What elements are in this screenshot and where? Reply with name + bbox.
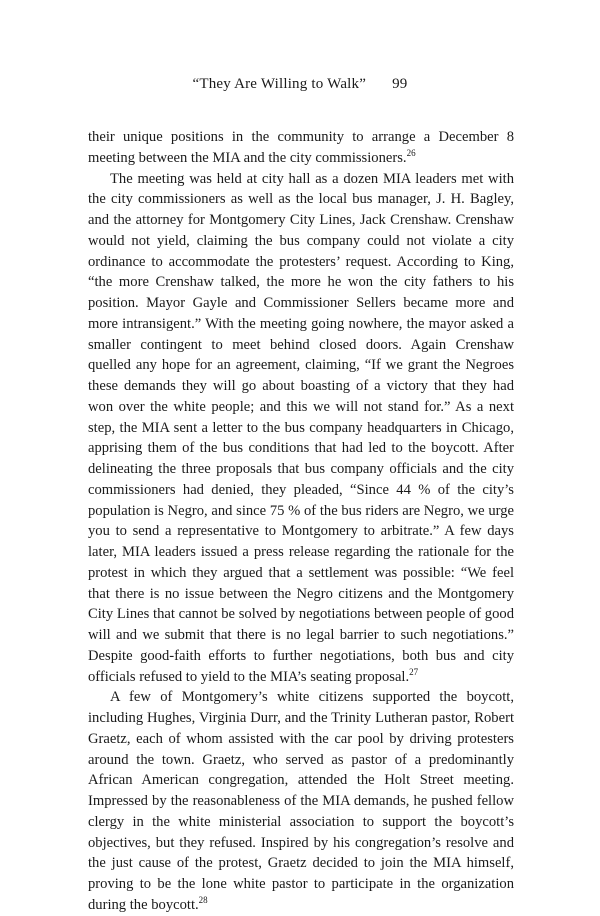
paragraph-meeting — [88, 169, 514, 688]
running-title: “They Are Willing to Walk” — [192, 76, 367, 92]
footnote-marker: 27 — [409, 666, 419, 677]
footnote-marker: 28 — [198, 894, 208, 905]
page-number: 99 — [392, 76, 408, 92]
body-text — [88, 127, 514, 916]
footnote-marker: 26 — [406, 147, 416, 158]
paragraph-text: their unique positions in the community to arrange a December 8 meeting between the MIA and the city commissioners. — [88, 129, 514, 166]
paragraph-continuation — [88, 127, 514, 169]
paragraph-text: A few of Montgomery’s white citizens supported the boycott, including Hughes, Virginia Durr, and the Trinity Lutheran pastor, Robert Graetz, each of whom assisted with the car pool by driving protesters around the town. Graetz, who served as pastor of a predominantly African American congregation, attended the Holt Street meeting. Impressed by the reasonableness of the MIA demands, he pushed fellow clergy in the white ministerial association to support the boycott’s objectives, but they refused. Inspired by his congregation’s resolve and the just cause of the protest, Graetz decided to join the MIA himself, proving to be the lone white pastor to participate in the organization during the boycott. — [88, 689, 514, 913]
paragraph-text: The meeting was held at city hall as a dozen MIA leaders met with the city commissioners as well as the local bus manager, J. H. Bagley, and the attorney for Montgomery City Lines, Jack Crenshaw. Crenshaw would not yield, claiming the bus company could not violate a city ordinance to accommodate the protesters’ request. According to King, “the more Crenshaw talked, the more he won the city fathers to his position. Mayor Gayle and Commissioner Sellers became more and more intransigent.” With the meeting going nowhere, the mayor asked a smaller contingent to meet behind closed doors. Again Crenshaw quelled any hope for an agreement, claiming, “If we grant the Negroes these demands they will go about boasting of a victory that they had won over the white people; and this we will not stand for.” As a next step, the MIA sent a letter to the bus company headquarters in Chicago, apprising them of the bus conditions that had led to the boycott. After delineating the three proposals that bus company officials and the city commissioners had denied, they pleaded, “Since 44 % of the city’s population is Negro, and since 75 % of the bus riders are Negro, we urge you to send a representative to Montgomery to arbitrate.” A few days later, MIA leaders issued a press release regarding the rationale for the protest in which they argued that a settlement was possible: “We feel that there is no issue between the Negro citizens and the Montgomery City Lines that cannot be solved by negotiations between people of good will and we submit that there is no legal barrier to such negotiations.” Despite good-faith efforts to further negotiations, both bus and city officials refused to yield to the MIA’s seating proposal. — [88, 170, 514, 685]
paragraph-white-supporters — [88, 687, 514, 915]
running-head — [0, 76, 600, 93]
